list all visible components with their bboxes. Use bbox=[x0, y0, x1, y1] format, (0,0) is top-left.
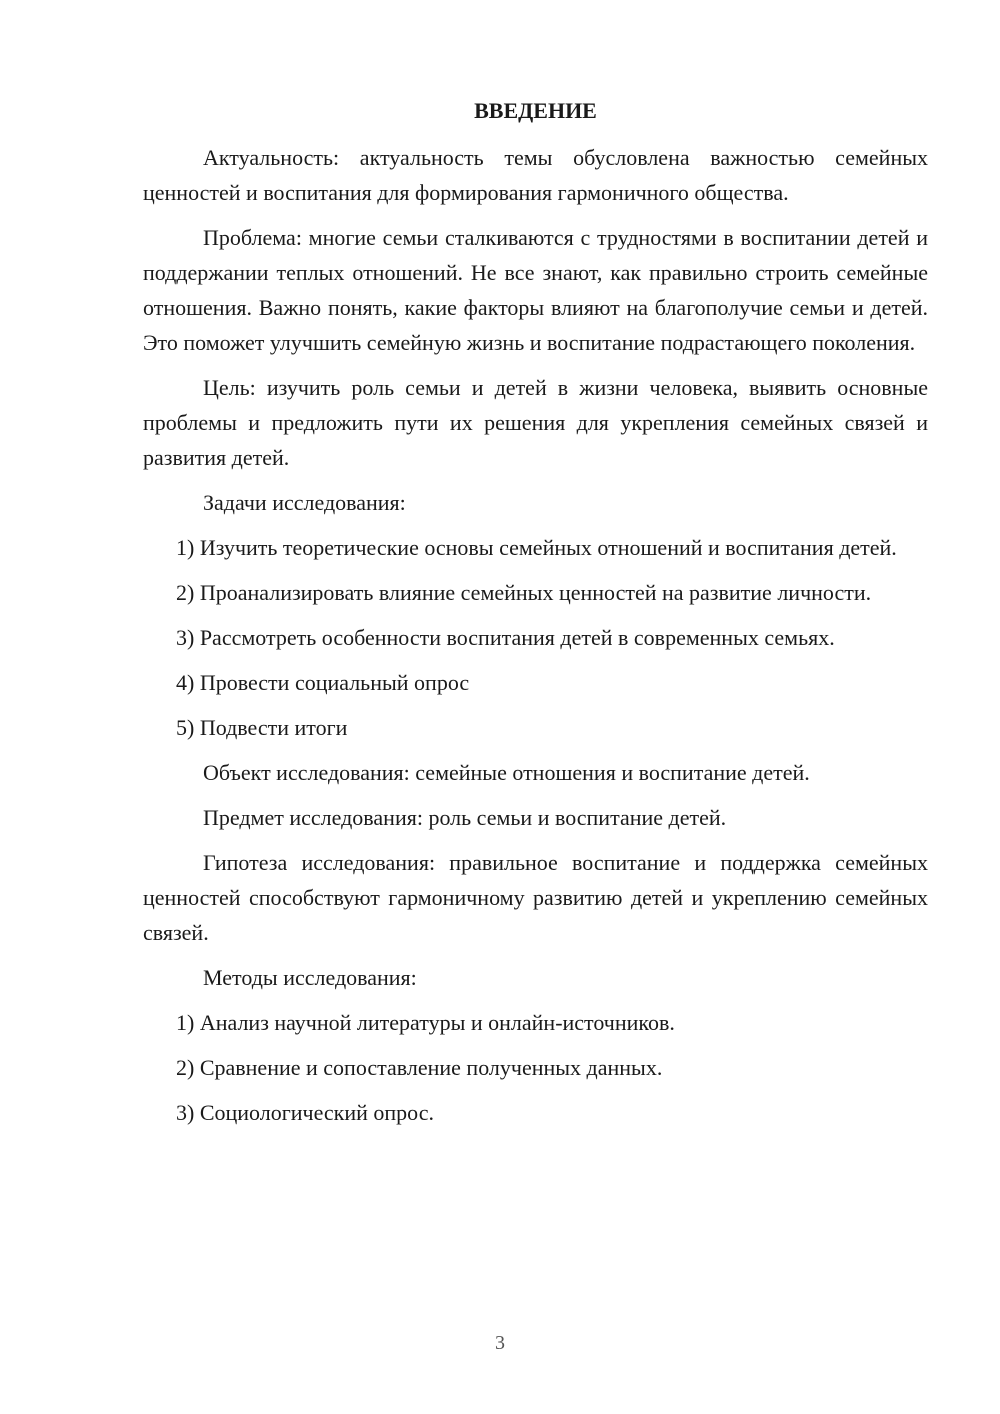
task-item: 1) Изучить теоретические основы семейных отношений и воспитания детей. bbox=[176, 535, 897, 560]
page-number: 3 bbox=[495, 1332, 505, 1354]
problem-paragraph: Проблема: многие семьи сталкиваются с трудностями в воспитании детей и поддержании теплых отношений. Не все знают, как правильно строить семейные отношения. Важно понять, какие факторы влияют на благополучие семьи и детей. Это поможет улучшить семейную жизнь и воспитание подрастающего поколения. bbox=[143, 225, 928, 355]
task-item: 3) Рассмотреть особенности воспитания детей в современных семьях. bbox=[176, 625, 835, 650]
subject-paragraph: Предмет исследования: роль семьи и воспитание детей. bbox=[203, 805, 727, 830]
document-page bbox=[143, 96, 928, 1140]
relevance-paragraph: Актуальность: актуальность темы обусловлена важностью семейных ценностей и воспитания для формирования гармоничного общества. bbox=[143, 145, 928, 205]
task-item: 4) Провести социальный опрос bbox=[176, 670, 470, 695]
methods-heading: Методы исследования: bbox=[203, 965, 417, 990]
task-item: 5) Подвести итоги bbox=[176, 715, 348, 740]
method-item: 3) Социологический опрос. bbox=[176, 1100, 434, 1125]
method-item: 2) Сравнение и сопоставление полученных данных. bbox=[176, 1055, 663, 1080]
method-item: 1) Анализ научной литературы и онлайн-источников. bbox=[176, 1010, 675, 1035]
object-paragraph: Объект исследования: семейные отношения и воспитание детей. bbox=[203, 760, 810, 785]
tasks-heading: Задачи исследования: bbox=[203, 490, 406, 515]
section-title: ВВЕДЕНИЕ bbox=[474, 98, 597, 123]
hypothesis-paragraph: Гипотеза исследования: правильное воспитание и поддержка семейных ценностей способствуют гармоничному развитию детей и укреплению семейных связей. bbox=[143, 850, 928, 945]
task-item: 2) Проанализировать влияние семейных ценностей на развитие личности. bbox=[176, 580, 872, 605]
goal-paragraph: Цель: изучить роль семьи и детей в жизни человека, выявить основные проблемы и предложить пути их решения для укрепления семейных связей и развития детей. bbox=[143, 375, 928, 470]
